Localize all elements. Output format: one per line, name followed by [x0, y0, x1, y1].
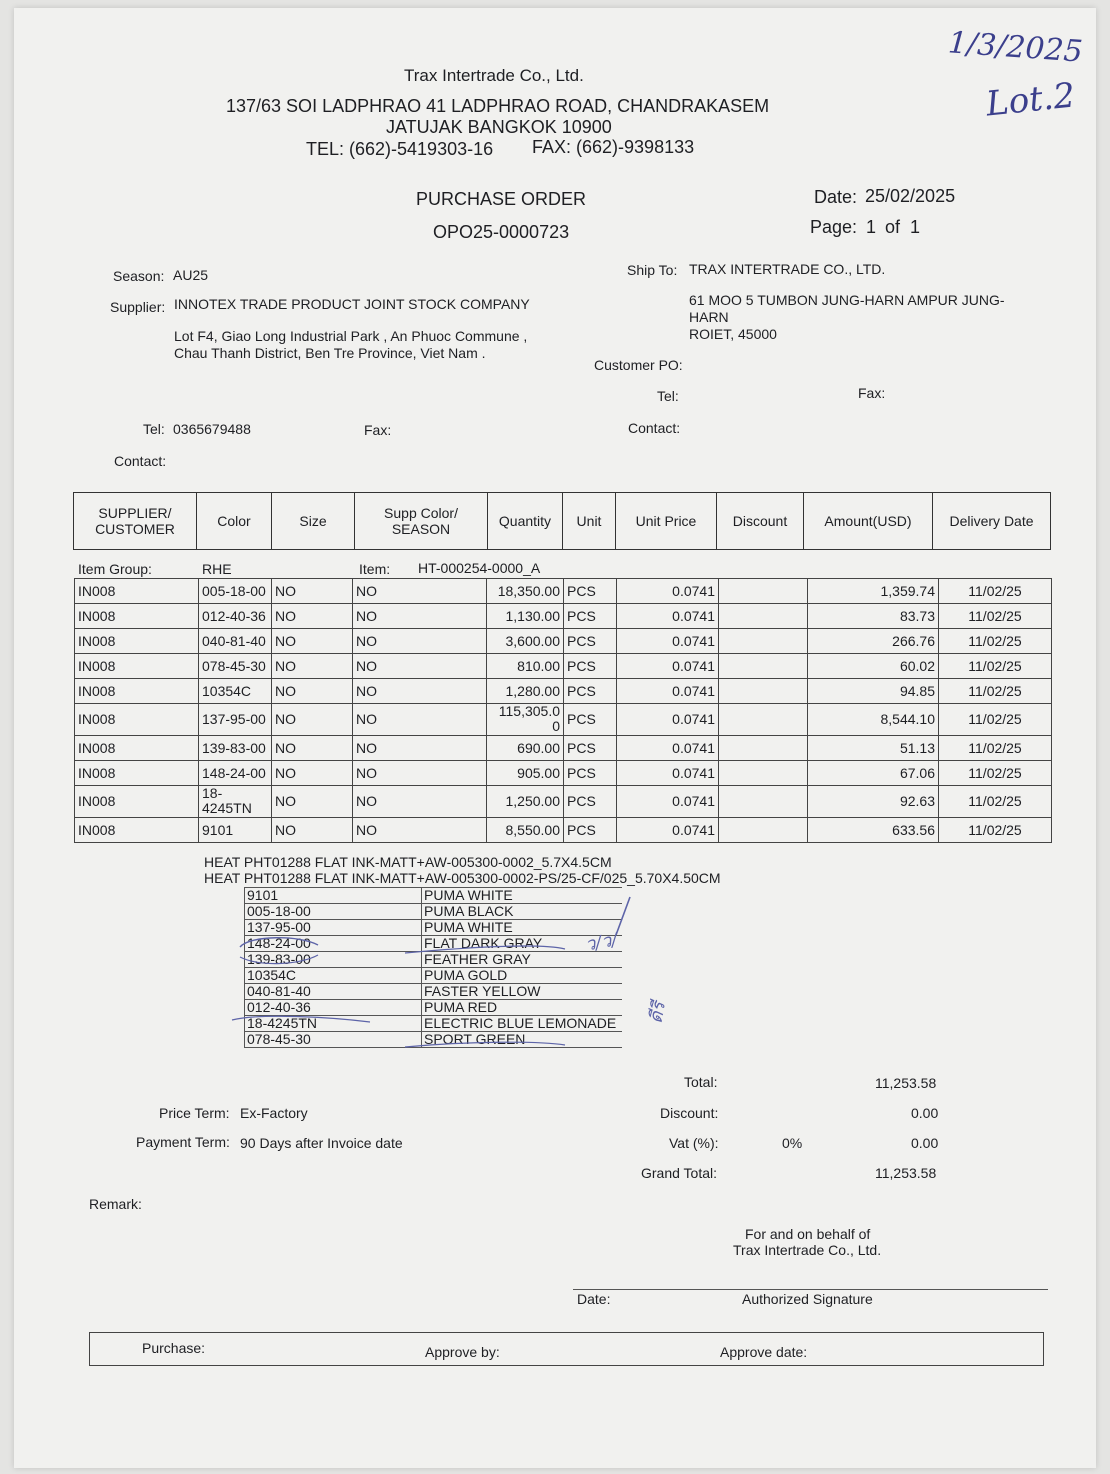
grand-total-label: Grand Total: [641, 1165, 718, 1181]
col-color: Color [197, 493, 272, 550]
cell-price: 0.0741 [617, 761, 719, 786]
cell-price: 0.0741 [617, 579, 719, 604]
col-supplier-customer [74, 493, 197, 550]
ship-to-fax-label: Fax: [858, 385, 886, 401]
table-row [75, 629, 1052, 654]
color-name: PUMA WHITE [422, 888, 623, 904]
cell-size: NO [272, 761, 353, 786]
cell-color-line1: 18- [202, 785, 223, 801]
company-name: Trax Intertrade Co., Ltd. [404, 66, 584, 85]
cell-color: 9101 [199, 818, 272, 843]
cell-size: NO [272, 604, 353, 629]
cell-color: 078-45-30 [199, 654, 272, 679]
cell-amount: 83.73 [808, 604, 939, 629]
color-name: PUMA RED [422, 1000, 623, 1016]
cell-customer: IN008 [75, 679, 199, 704]
cell-customer: IN008 [75, 654, 199, 679]
heat-line-2: HEAT PHT01288 FLAT INK-MATT+AW-005300-0002-PS/25-CF/025_5.70X4.50CM [204, 870, 721, 886]
cell-qty [487, 704, 564, 736]
items-table [74, 578, 1052, 843]
page-total: 1 [910, 217, 921, 237]
color-name: PUMA WHITE [422, 920, 623, 936]
po-number: OPO25-0000723 [433, 222, 570, 242]
cell-amount: 1,359.74 [808, 579, 939, 604]
cell-color: 137-95-00 [199, 704, 272, 736]
cell-discount [719, 736, 808, 761]
page-label: Page: [810, 217, 858, 237]
cell-amount: 266.76 [808, 629, 939, 654]
cell-customer: IN008 [75, 786, 199, 818]
cell-customer: IN008 [75, 629, 199, 654]
total-value: 11,253.58 [875, 1075, 937, 1091]
cell-price: 0.0741 [617, 704, 719, 736]
cell-supp: NO [353, 736, 487, 761]
cell-amount: 92.63 [808, 786, 939, 818]
company-fax: FAX: (662)-9398133 [532, 137, 695, 157]
color-code: 9101 [245, 888, 422, 904]
cell-delivery: 11/02/25 [939, 654, 1052, 679]
cell-supp: NO [353, 818, 487, 843]
signature-date-label: Date: [577, 1291, 611, 1307]
column-header-table [73, 492, 1051, 550]
col-amount: Amount(USD) [804, 493, 933, 550]
heat-line-1: HEAT PHT01288 FLAT INK-MATT+AW-005300-0002_5.7X4.5CM [204, 854, 612, 870]
cell-color-line2: 4245TN [202, 800, 252, 816]
cell-price: 0.0741 [617, 604, 719, 629]
cell-discount [719, 704, 808, 736]
table-row [75, 761, 1052, 786]
cell-amount: 633.56 [808, 818, 939, 843]
cell-amount: 51.13 [808, 736, 939, 761]
cell-qty: 810.00 [487, 654, 564, 679]
cell-qty: 690.00 [487, 736, 564, 761]
payment-term-value: 90 Days after Invoice date [240, 1135, 403, 1151]
customer-po-label: Customer PO: [594, 357, 683, 373]
cell-qty-line1: 115,305.0 [498, 703, 560, 719]
color-code: 139-83-00 [245, 952, 422, 968]
col-size: Size [272, 493, 355, 550]
cell-supp: NO [353, 679, 487, 704]
cell-color: 139-83-00 [199, 736, 272, 761]
cell-supp: NO [353, 704, 487, 736]
col-unit: Unit [563, 493, 616, 550]
cell-delivery: 11/02/25 [939, 604, 1052, 629]
color-code: 078-45-30 [245, 1032, 422, 1048]
cell-discount [719, 786, 808, 818]
vat-label: Vat (%): [669, 1135, 719, 1151]
table-row [75, 654, 1052, 679]
price-term-label: Price Term: [159, 1105, 230, 1121]
cell-qty: 1,280.00 [487, 679, 564, 704]
cell-discount [719, 604, 808, 629]
cell-unit: PCS [564, 704, 617, 736]
cell-unit: PCS [564, 579, 617, 604]
date-label: Date: [814, 187, 858, 207]
vat-value: 0.00 [911, 1135, 939, 1151]
cell-size: NO [272, 654, 353, 679]
cell-unit: PCS [564, 604, 617, 629]
cell-customer: IN008 [75, 761, 199, 786]
approval-footer-box [89, 1332, 1044, 1366]
cell-color [199, 786, 272, 818]
cell-size: NO [272, 786, 353, 818]
color-code: 148-24-00 [245, 936, 422, 952]
cell-discount [719, 579, 808, 604]
company-address-line2: JATUJAK BANGKOK 10900 [386, 117, 612, 137]
table-row [75, 604, 1052, 629]
supplier-contact-label: Contact: [114, 453, 167, 469]
cell-supp: NO [353, 629, 487, 654]
cell-delivery: 11/02/25 [939, 629, 1052, 654]
col-supp-color-season [355, 493, 488, 550]
ship-to-tel-label: Tel: [657, 388, 679, 404]
cell-size: NO [272, 579, 353, 604]
cell-qty: 905.00 [487, 761, 564, 786]
cell-discount [719, 818, 808, 843]
item-group-value: RHE [202, 561, 232, 577]
cell-unit: PCS [564, 679, 617, 704]
date-value: 25/02/2025 [865, 186, 956, 206]
handwritten-lot: Lot.2 [984, 75, 1078, 125]
cell-delivery: 11/02/25 [939, 579, 1052, 604]
supplier-name: INNOTEX TRADE PRODUCT JOINT STOCK COMPANY [174, 296, 530, 312]
cell-color: 148-24-00 [199, 761, 272, 786]
total-label: Total: [684, 1074, 718, 1090]
supplier-address-line1: Lot F4, Giao Long Industrial Park , An Phuoc Commune , [174, 328, 528, 344]
cell-size: NO [272, 679, 353, 704]
supplier-tel: 0365679488 [173, 421, 251, 437]
cell-unit: PCS [564, 761, 617, 786]
table-row [75, 579, 1052, 604]
col-discount: Discount [717, 493, 804, 550]
cell-supp: NO [353, 579, 487, 604]
cell-qty: 8,550.00 [487, 818, 564, 843]
cell-delivery: 11/02/25 [939, 736, 1052, 761]
cell-supp: NO [353, 654, 487, 679]
cell-color: 10354C [199, 679, 272, 704]
supplier-fax-label: Fax: [364, 422, 392, 438]
item-group-label: Item Group: [78, 561, 152, 577]
color-name: FASTER YELLOW [422, 984, 623, 1000]
cell-qty: 3,600.00 [487, 629, 564, 654]
signature-line [573, 1289, 1048, 1290]
col-supp-color-text: Supp Color/ [384, 505, 458, 521]
item-value: HT-000254-0000_A [418, 560, 541, 576]
col-season-text: SEASON [391, 521, 451, 537]
table-row [75, 786, 1052, 818]
table-row [75, 736, 1052, 761]
col-delivery-date: Delivery Date [933, 493, 1051, 550]
color-name: PUMA BLACK [422, 904, 623, 920]
cell-size: NO [272, 736, 353, 761]
cell-price: 0.0741 [617, 818, 719, 843]
cell-customer: IN008 [75, 736, 199, 761]
ship-to-address-line3: ROIET, 45000 [689, 326, 777, 342]
cell-qty: 18,350.00 [487, 579, 564, 604]
cell-size: NO [272, 818, 353, 843]
color-code: 005-18-00 [245, 904, 422, 920]
cell-qty-line2: 0 [552, 718, 560, 734]
authorized-signature-label: Authorized Signature [742, 1291, 873, 1307]
color-name: PUMA GOLD [422, 968, 623, 984]
cell-color: 005-18-00 [199, 579, 272, 604]
behalf-line-2: Trax Intertrade Co., Ltd. [733, 1242, 882, 1258]
ship-to-address-line2: HARN [689, 309, 729, 325]
page-current: 1 [866, 217, 877, 237]
payment-term-label: Payment Term: [136, 1134, 230, 1150]
col-customer-text: CUSTOMER [95, 521, 175, 537]
cell-supp: NO [353, 604, 487, 629]
supplier-address-line2: Chau Thanh District, Ben Tre Province, Viet Nam . [174, 345, 486, 361]
cell-amount: 60.02 [808, 654, 939, 679]
cell-delivery: 11/02/25 [939, 679, 1052, 704]
season-label: Season: [113, 268, 165, 284]
vat-percent: 0% [782, 1135, 803, 1151]
grand-total-value: 11,253.58 [875, 1165, 937, 1181]
discount-value: 0.00 [911, 1105, 939, 1121]
col-quantity: Quantity [488, 493, 563, 550]
handwritten-mark-1: ว/ว/ [583, 929, 620, 956]
cell-delivery: 11/02/25 [939, 786, 1052, 818]
cell-price: 0.0741 [617, 629, 719, 654]
ship-to-contact-label: Contact: [628, 420, 681, 436]
discount-label: Discount: [660, 1105, 719, 1121]
ship-to-address-line1: 61 MOO 5 TUMBON JUNG-HARN AMPUR JUNG- [689, 292, 1005, 308]
pen-markings-icon [220, 895, 680, 1060]
cell-unit: PCS [564, 786, 617, 818]
cell-customer: IN008 [75, 704, 199, 736]
document-title: PURCHASE ORDER [416, 189, 587, 209]
company-tel: TEL: (662)-5419303-16 [306, 139, 494, 159]
col-unit-price: Unit Price [616, 493, 717, 550]
approve-date-label: Approve date: [720, 1344, 808, 1360]
table-row [75, 679, 1052, 704]
color-code: 18-4245TN [245, 1016, 422, 1032]
behalf-line-1: For and on behalf of [745, 1226, 871, 1242]
cell-color: 040-81-40 [199, 629, 272, 654]
cell-price: 0.0741 [617, 736, 719, 761]
cell-amount: 8,544.10 [808, 704, 939, 736]
cell-price: 0.0741 [617, 654, 719, 679]
cell-amount: 67.06 [808, 761, 939, 786]
cell-unit: PCS [564, 629, 617, 654]
supplier-tel-label: Tel: [143, 421, 165, 437]
color-code: 137-95-00 [245, 920, 422, 936]
color-code: 012-40-36 [245, 1000, 422, 1016]
cell-size: NO [272, 704, 353, 736]
color-name: FLAT DARK GRAY [422, 936, 623, 952]
cell-size: NO [272, 629, 353, 654]
season-value: AU25 [173, 267, 209, 283]
cell-discount [719, 629, 808, 654]
cell-delivery: 11/02/25 [939, 704, 1052, 736]
item-label: Item: [359, 561, 391, 577]
cell-qty: 1,250.00 [487, 786, 564, 818]
cell-customer: IN008 [75, 579, 199, 604]
ship-to-name: TRAX INTERTRADE CO., LTD. [689, 261, 886, 277]
company-address-line1: 137/63 SOI LADPHRAO 41 LADPHRAO ROAD, CHANDRAKASEM [226, 96, 770, 116]
cell-supp: NO [353, 786, 487, 818]
table-row [75, 704, 1052, 736]
cell-supp: NO [353, 761, 487, 786]
color-name: ELECTRIC BLUE LEMONADE [422, 1016, 623, 1032]
table-row [75, 818, 1052, 843]
cell-customer: IN008 [75, 818, 199, 843]
col-supplier-text: SUPPLIER/ [98, 505, 172, 521]
cell-color: 012-40-36 [199, 604, 272, 629]
color-name: SPORT GREEN [422, 1032, 623, 1048]
cell-customer: IN008 [75, 604, 199, 629]
color-code: 10354C [245, 968, 422, 984]
cell-delivery: 11/02/25 [939, 818, 1052, 843]
cell-amount: 94.85 [808, 679, 939, 704]
cell-unit: PCS [564, 654, 617, 679]
cell-unit: PCS [564, 736, 617, 761]
cell-discount [719, 654, 808, 679]
ship-to-label: Ship To: [627, 262, 678, 278]
color-name: FEATHER GRAY [422, 952, 623, 968]
cell-price: 0.0741 [617, 679, 719, 704]
price-term-value: Ex-Factory [240, 1105, 308, 1121]
purchase-label: Purchase: [142, 1340, 206, 1356]
page-of: of [885, 217, 901, 237]
cell-unit: PCS [564, 818, 617, 843]
handwritten-date: 1/3/2025 [946, 25, 1084, 70]
color-code: 040-81-40 [245, 984, 422, 1000]
approve-by-label: Approve by: [425, 1344, 500, 1360]
cell-price: 0.0741 [617, 786, 719, 818]
remark-label: Remark: [89, 1196, 142, 1212]
cell-discount [719, 679, 808, 704]
cell-qty: 1,130.00 [487, 604, 564, 629]
supplier-label: Supplier: [110, 299, 166, 315]
cell-discount [719, 761, 808, 786]
cell-delivery: 11/02/25 [939, 761, 1052, 786]
handwritten-mark-2: ดีรี [645, 1000, 670, 1026]
